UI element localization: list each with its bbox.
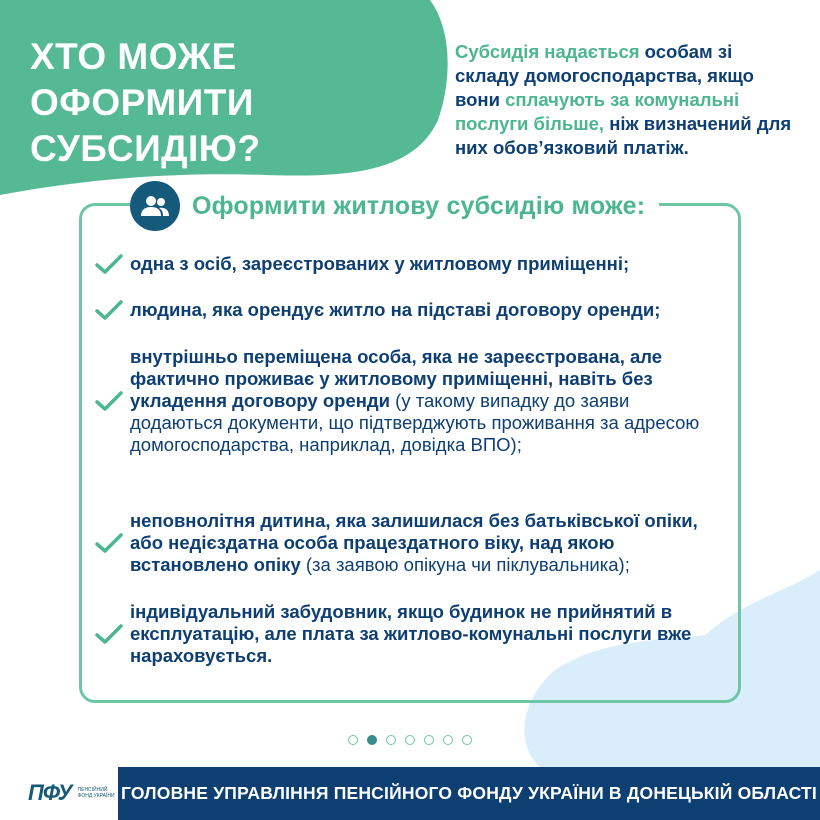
check-icon [94,252,124,276]
intro-highlight-2: сплачують за комунальні послуги більше, [455,89,740,134]
list-item [94,601,734,667]
pagination-dot[interactable] [367,735,377,745]
item-bold: одна з осіб, зареєстрованих у житловому приміщенні; [130,253,630,274]
check-icon [94,389,124,413]
item-bold: людина, яка орендує житло на підставі договору оренди; [130,299,661,320]
list-item [94,252,734,276]
list-item [94,510,734,576]
intro-part-2: особам зі складу домогосподарства, якщо вони [455,41,754,110]
list-item-text [130,346,700,456]
check-icon [94,298,124,322]
intro-highlight-1: Субсидія надається [455,41,640,62]
check-icon [94,622,124,646]
pagination-dot[interactable] [405,735,415,745]
logo-caption: ПЕНСІЙНИЙ ФОНД УКРАЇНИ [77,787,115,799]
list-item-text [130,299,660,321]
item-bold: внутрішньо переміщена особа, яка не зареєстрована, але фактично проживає у житловому приміщенні, навіть без укладення договору оренди [130,346,663,411]
pfu-logo [28,780,118,806]
card-title: Оформити житлову субсидію може: [192,191,646,220]
list-item [94,346,734,456]
pagination-dot[interactable] [424,735,434,745]
card-header [130,178,659,234]
item-bold: індивідуальний забудовник, якщо будинок не прийнятий в експлуатацію, але плата за житлово-комунальні послуги вже нараховується. [130,601,692,666]
intro-part-4: ніж визначений для них обов’язковий платіж. [455,113,792,158]
logo-mark: ПФУ [28,780,72,805]
list-item [94,298,734,322]
pagination-dot[interactable] [348,735,358,745]
intro-text [455,40,800,160]
pagination-dot[interactable] [462,735,472,745]
page-title: ХТО МОЖЕ ОФОРМИТИ СУБСИДІЮ? [30,36,261,169]
list-item-text [130,510,730,576]
item-bold: неповнолітня дитина, яка залишилася без батьківської опіки, або недієздатна особа працездатного віку, над якою встановлено опіку [130,510,698,575]
item-light: (у такому випадку до заяви додаються документи, що підтверджують проживання за адресою домогосподарства, наприклад, довідка ВПО); [130,390,700,455]
list-item-text [130,253,629,275]
list-item-text [130,601,720,667]
pagination-dot[interactable] [386,735,396,745]
pagination-dot[interactable] [443,735,453,745]
users-icon [130,181,180,231]
check-icon [94,531,124,555]
footer-banner: ГОЛОВНЕ УПРАВЛІННЯ ПЕНСІЙНОГО ФОНДУ УКРАЇНИ В ДОНЕЦЬКІЙ ОБЛАСТІ [118,767,820,820]
item-light: (за заявою опікуна чи піклувальника); [300,554,630,575]
pagination-dots [348,735,472,745]
